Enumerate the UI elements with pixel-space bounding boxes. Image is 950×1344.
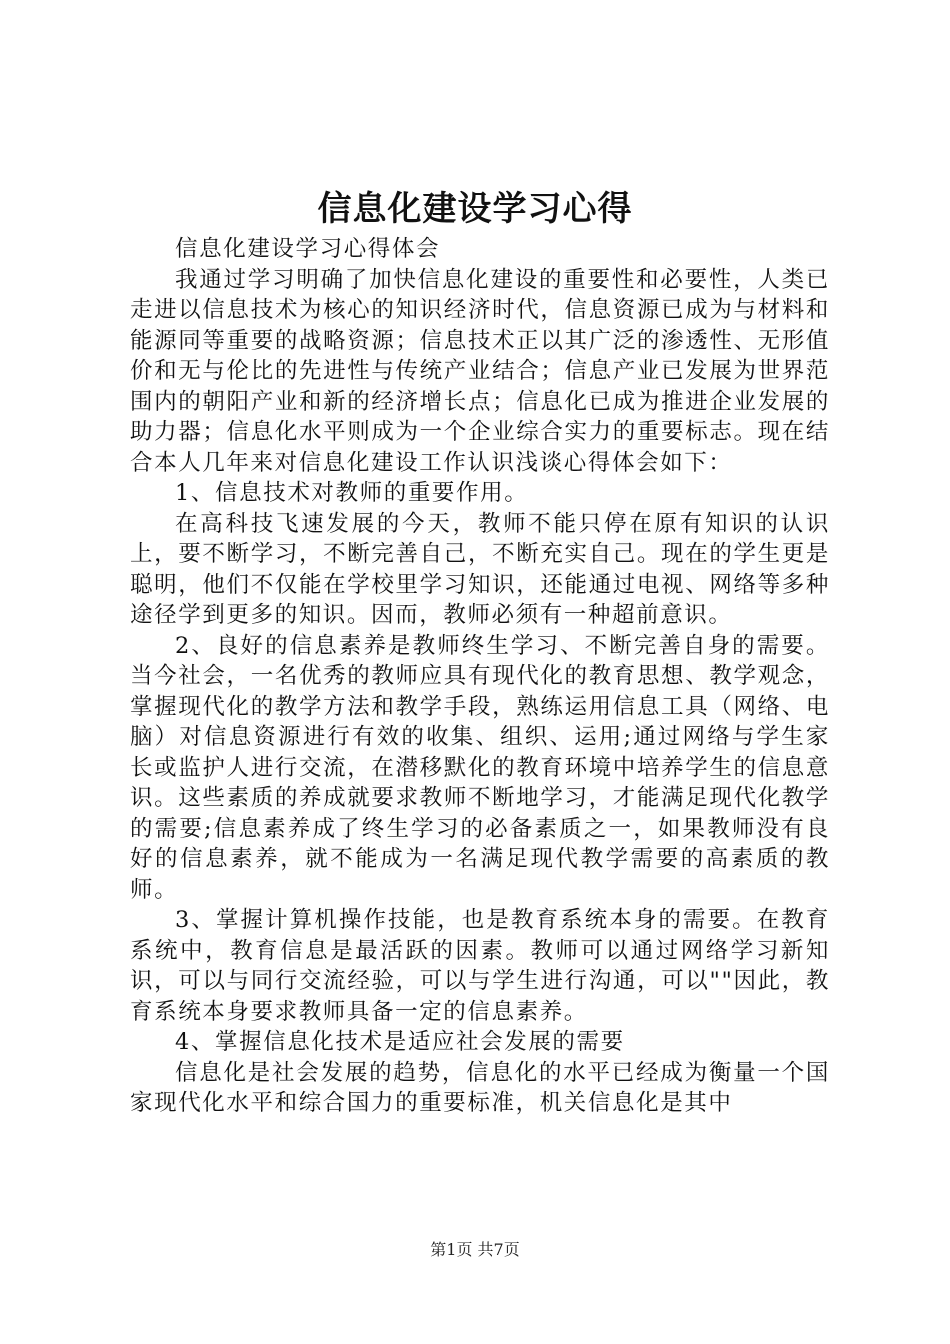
section-heading-4: 4、掌握信息化技术是适应社会发展的需要: [175, 1029, 625, 1055]
page-number-footer: 第1页 共7页: [430, 1240, 520, 1259]
section-heading-1: 1、信息技术对教师的重要作用。: [175, 480, 529, 506]
section-paragraph-4: 信息化是社会发展的趋势，信息化的水平已经成为衡量一个国家现代化水平和综合国力的重要标准，机关信息化是其中: [130, 1059, 830, 1116]
document-body: [130, 234, 830, 1119]
section-paragraph-1: 在高科技飞速发展的今天，教师不能只停在原有知识的认识上，要不断学习，不断完善自己，不断充实自己。现在的学生更是聪明，他们不仅能在学校里学习知识，还能通过电视、网络等多种途径学到更多的知识。因而，教师必须有一种超前意识。: [130, 510, 830, 628]
intro-paragraph: 我通过学习明确了加快信息化建设的重要性和必要性，人类已走进以信息技术为核心的知识经济时代，信息资源已成为与材料和能源同等重要的战略资源；信息技术正以其广泛的渗透性、无形值价和无与伦比的先进性与传统产业结合；信息产业已发展为世界范围内的朝阳产业和新的经济增长点；信息化已成为推进企业发展的助力器；信息化水平则成为一个企业综合实力的重要标志。现在结合本人几年来对信息化建设工作认识浅谈心得体会如下：: [130, 266, 830, 476]
subtitle-paragraph: 信息化建设学习心得体会: [175, 236, 441, 262]
document-title: 信息化建设学习心得: [317, 189, 633, 229]
section-paragraph-3: 3、掌握计算机操作技能，也是教育系统本身的需要。在教育系统中，教育信息是最活跃的因素。教师可以通过网络学习新知识，可以与同行交流经验，可以与学生进行沟通，可以""因此，教育系统本身要求教师具备一定的信息素养。: [130, 907, 830, 1025]
section-paragraph-2: 2、良好的信息素养是教师终生学习、不断完善自身的需要。当今社会，一名优秀的教师应具有现代化的教育思想、教学观念，掌握现代化的教学方法和教学手段，熟练运用信息工具（网络、电脑）对信息资源进行有效的收集、组织、运用;通过网络与学生家长或监护人进行交流，在潜移默化的教育环境中培养学生的信息意识。这些素质的养成就要求教师不断地学习，才能满足现代化教学的需要;信息素养成了终生学习的必备素质之一，如果教师没有良好的信息素养，就不能成为一名满足现代教学需要的高素质的教师。: [130, 632, 830, 903]
